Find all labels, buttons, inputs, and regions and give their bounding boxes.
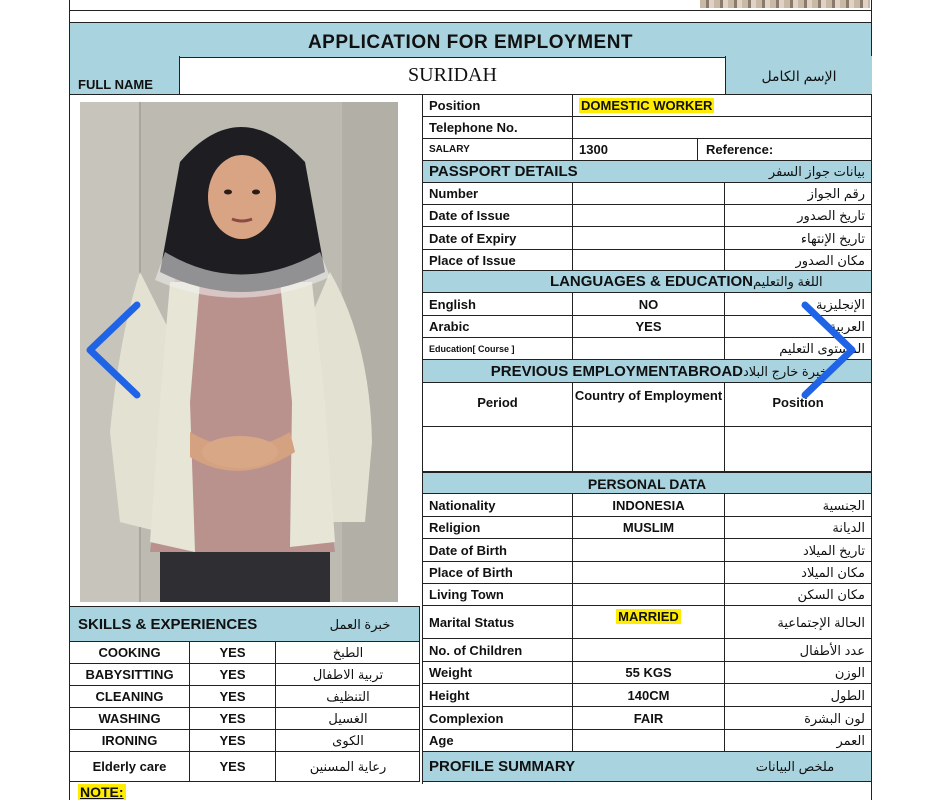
age-value: [573, 730, 725, 751]
skill-elderly-care-value: YES: [190, 752, 276, 781]
marital-status-label: Marital Status: [423, 606, 573, 638]
personal-row: [423, 684, 871, 707]
full-name-value: SURIDAH: [408, 64, 497, 86]
complexion-label: Complexion: [423, 707, 573, 729]
skill-row: [70, 686, 420, 708]
place-of-issue-label: Place of Issue: [423, 250, 573, 270]
passport-row: [423, 250, 871, 271]
employment-period-cell: [423, 427, 573, 471]
top-strip: [70, 0, 871, 11]
date-of-expiry-label-arabic: تاريخ الإنتهاء: [800, 231, 865, 246]
note-label: NOTE:: [80, 784, 124, 800]
languages-heading-arabic: اللغة والتعليم: [753, 274, 823, 289]
salary-row: [423, 139, 871, 161]
skill-cooking-arabic: الطبخ: [332, 645, 364, 660]
living-town-value: [573, 584, 725, 605]
skill-elderly-care-arabic: رعاية المسنين: [309, 759, 387, 774]
nationality-label-arabic: الجنسية: [822, 498, 865, 513]
skill-row: [70, 708, 420, 730]
complexion-label-arabic: لون البشرة: [804, 711, 865, 726]
living-town-label-arabic: مكان السكن: [797, 587, 865, 602]
living-town-label: Living Town: [423, 584, 573, 605]
position-label: Position: [423, 94, 573, 116]
passport-number-label-arabic: رقم الجواز: [807, 186, 865, 201]
place-of-birth-label: Place of Birth: [423, 562, 573, 583]
personal-heading-row: [423, 472, 871, 494]
date-of-issue-value: [573, 205, 725, 226]
religion-label-arabic: الديانة: [832, 520, 865, 535]
personal-row: [423, 539, 871, 562]
skill-ironing: IRONING: [70, 730, 190, 751]
period-column: Period: [423, 383, 573, 426]
date-of-issue-label: Date of Issue: [423, 205, 573, 226]
place-of-issue-label-arabic: مكان الصدور: [795, 253, 865, 268]
telephone-value: [573, 117, 871, 138]
english-value: NO: [573, 293, 725, 315]
employment-empty-row: [423, 427, 871, 472]
passport-heading: PASSPORT DETAILS: [429, 163, 578, 180]
application-sheet: [69, 0, 872, 800]
skill-babysitting-arabic: تربية الاطفال: [312, 667, 384, 682]
skill-row: [70, 730, 420, 752]
age-label-arabic: العمر: [836, 733, 865, 748]
details-table: [422, 94, 871, 784]
personal-row: [423, 584, 871, 606]
passport-row: [423, 227, 871, 250]
full-name-label-arabic: الإسم الكامل: [725, 56, 872, 94]
employment-country-cell: [573, 427, 725, 471]
chevron-left-icon: [82, 300, 142, 400]
weight-label-arabic: الوزن: [834, 665, 865, 680]
place-of-birth-label-arabic: مكان الميلاد: [801, 565, 865, 580]
weight-label: Weight: [423, 662, 573, 683]
skill-cleaning-arabic: التنظيف: [326, 689, 370, 704]
full-name-row: [70, 56, 871, 95]
skill-ironing-arabic: الكوى: [332, 733, 364, 748]
weight-value: 55 KGS: [573, 662, 725, 683]
education-value: [573, 338, 725, 359]
skill-cooking-value: YES: [190, 642, 276, 663]
employment-heading-arabic: خبرة خارج البلاد: [743, 364, 828, 379]
profile-summary-row: [423, 752, 871, 782]
date-of-expiry-label: Date of Expiry: [423, 227, 573, 249]
marital-status-cell: [573, 606, 725, 638]
skill-ironing-value: YES: [190, 730, 276, 751]
arabic-label-arabic: العربية: [829, 319, 865, 334]
skills-heading-row: [70, 606, 420, 642]
passport-row: [423, 183, 871, 205]
salary-value: 1300: [573, 139, 698, 160]
place-of-birth-value: [573, 562, 725, 583]
education-label-arabic: المستوى التعليم: [779, 341, 865, 356]
telephone-row: [423, 117, 871, 139]
position-column: Position: [772, 395, 824, 410]
personal-row: [423, 562, 871, 584]
personal-row: [423, 662, 871, 684]
religion-value: MUSLIM: [573, 517, 725, 538]
education-label: Education[ Course ]: [423, 338, 573, 359]
passport-number-label: Number: [423, 183, 573, 204]
date-of-expiry-value: [573, 227, 725, 249]
skill-row: [70, 752, 420, 782]
personal-row: [423, 606, 871, 639]
height-label: Height: [423, 684, 573, 706]
place-of-issue-value: [573, 250, 725, 270]
telephone-label: Telephone No.: [423, 117, 573, 138]
personal-row: [423, 494, 871, 517]
personal-heading: PERSONAL DATA: [587, 476, 707, 492]
profile-summary-label: PROFILE SUMMARY: [429, 758, 576, 775]
skill-washing: WASHING: [70, 708, 190, 729]
position-row: [423, 94, 871, 117]
english-label: English: [423, 293, 573, 315]
marital-status-value: MARRIED: [618, 609, 679, 624]
age-label: Age: [423, 730, 573, 751]
height-value: 140CM: [573, 684, 725, 706]
date-of-birth-value: [573, 539, 725, 561]
english-label-arabic: الإنجليزية: [815, 297, 865, 312]
arabic-value: YES: [573, 316, 725, 337]
country-of-employment-column: Country of Employment: [573, 383, 725, 426]
nationality-label: Nationality: [423, 494, 573, 516]
skill-babysitting: BABYSITTING: [70, 664, 190, 685]
religion-label: Religion: [423, 517, 573, 538]
date-of-issue-label-arabic: تاريخ الصدور: [797, 208, 865, 223]
skills-heading-arabic: خبرة العمل: [329, 617, 391, 632]
passport-number-value: [573, 183, 725, 204]
position-value-cell: [573, 94, 871, 116]
skill-washing-value: YES: [190, 708, 276, 729]
skill-cleaning: CLEANING: [70, 686, 190, 707]
form-title: APPLICATION FOR EMPLOYMENT: [70, 22, 871, 58]
chevron-right-icon: [800, 300, 860, 400]
passport-row: [423, 205, 871, 227]
languages-heading-row: [423, 271, 871, 293]
skills-heading: SKILLS & EXPERIENCES: [78, 616, 258, 633]
skill-row: [70, 664, 420, 686]
profile-summary-label-arabic: ملخص البيانات: [755, 759, 835, 774]
previous-page-photo-strip: [700, 0, 870, 8]
skill-washing-arabic: الغسيل: [328, 711, 368, 726]
personal-row: [423, 517, 871, 539]
passport-heading-arabic: بيانات جواز السفر: [768, 164, 865, 179]
next-image-button[interactable]: [800, 300, 860, 400]
date-of-birth-label: Date of Birth: [423, 539, 573, 561]
date-of-birth-label-arabic: تاريخ الميلاد: [802, 543, 865, 558]
skill-cooking: COOKING: [70, 642, 190, 663]
languages-heading: LANGUAGES & EDUCATION: [549, 273, 753, 290]
skill-elderly-care: Elderly care: [70, 752, 190, 781]
skill-babysitting-value: YES: [190, 664, 276, 685]
arabic-label: Arabic: [423, 316, 573, 337]
nationality-value: INDONESIA: [573, 494, 725, 516]
personal-row: [423, 707, 871, 730]
children-value: [573, 639, 725, 661]
personal-row: [423, 639, 871, 662]
passport-heading-row: [423, 161, 871, 183]
full-name-label: FULL NAME: [70, 56, 180, 94]
children-label-arabic: عدد الأطفال: [799, 643, 865, 658]
marital-status-label-arabic: الحالة الإجتماعية: [777, 615, 865, 630]
reference-label: Reference:: [706, 142, 774, 157]
salary-label: SALARY: [423, 139, 573, 160]
complexion-value: FAIR: [573, 707, 725, 729]
skill-row: [70, 642, 420, 664]
previous-image-button[interactable]: [82, 300, 142, 400]
height-label-arabic: الطول: [830, 688, 865, 703]
children-label: No. of Children: [423, 639, 573, 661]
skill-cleaning-value: YES: [190, 686, 276, 707]
position-value: DOMESTIC WORKER: [581, 98, 713, 113]
employment-heading: PREVIOUS EMPLOYMENTABROAD: [490, 363, 743, 380]
personal-row: [423, 730, 871, 752]
